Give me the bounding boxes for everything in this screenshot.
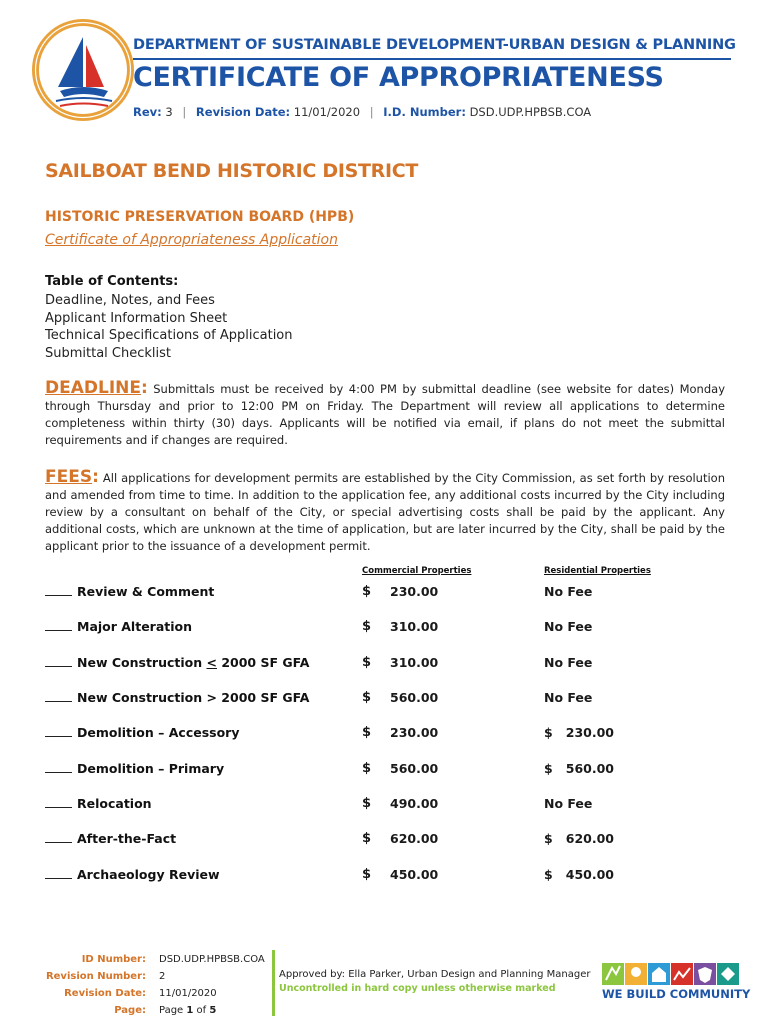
deadline-keyword: DEADLINE <box>45 378 141 398</box>
currency-sign: $ <box>362 831 372 846</box>
fees-text: All applications for development permits are established by the City Commission, as set forth by resolution and amended from time to time. In addition to the application fee, any additional costs incurred by the City including review by a consultant on behalf of the City, or special advertising costs shall be paid by the applicant. Any additional costs, which are unknown at the time of application, but are later incurred by the City, shall be paid by the applicant prior to the issuance of a development permit. <box>45 471 725 553</box>
deadline-colon: : <box>141 378 148 398</box>
less-equal-symbol: < <box>206 655 217 670</box>
commercial-fee: 310.00 <box>390 619 439 634</box>
currency-sign: $ <box>362 584 372 599</box>
fee-row <box>45 761 745 781</box>
fee-name: After-the-Fact <box>77 831 177 846</box>
rev-label: Rev: <box>133 105 162 119</box>
uncontrolled-notice: Uncontrolled in hard copy unless otherwise marked <box>279 983 556 994</box>
commercial-fee: 230.00 <box>390 725 439 740</box>
toc-item: Technical Specifications of Application <box>45 328 293 343</box>
footer-divider <box>272 950 275 1016</box>
footer-labels <box>40 951 146 1019</box>
deadline-paragraph <box>45 378 725 449</box>
we-build-community-icons <box>602 960 740 986</box>
footer-values <box>159 951 265 1019</box>
revision-date-value: 11/01/2020 <box>293 105 361 119</box>
commercial-fee: 560.00 <box>390 761 439 776</box>
footer-label: ID Number: <box>81 954 146 965</box>
district-title: SAILBOAT BEND HISTORIC DISTRICT <box>45 160 419 182</box>
currency-sign: $ <box>362 725 372 740</box>
divider: | <box>182 105 187 119</box>
toc-heading: Table of Contents: <box>45 274 179 289</box>
page-text: Page <box>159 1005 187 1016</box>
footer-label: Revision Date: <box>64 988 146 999</box>
currency-sign: $ <box>362 619 372 634</box>
board-title: HISTORIC PRESERVATION BOARD (HPB) <box>45 209 355 225</box>
currency-sign: $ <box>362 655 372 670</box>
residential-fee: $ 450.00 <box>544 867 614 882</box>
divider: | <box>369 105 374 119</box>
checkbox-blank[interactable] <box>45 736 72 737</box>
residential-fee: $ 560.00 <box>544 761 614 776</box>
checkbox-blank[interactable] <box>45 666 72 667</box>
footer-page <box>159 1002 265 1019</box>
fee-row <box>45 584 745 604</box>
residential-fee: No Fee <box>544 655 593 670</box>
fee-row <box>45 655 745 675</box>
city-seal-logo <box>30 17 136 123</box>
checkbox-blank[interactable] <box>45 842 72 843</box>
commercial-header: Commercial Properties <box>362 566 472 576</box>
fee-name: Archaeology Review <box>77 867 220 882</box>
revision-date-label: Revision Date: <box>195 105 291 119</box>
fee-name-part: New Construction <box>77 655 207 670</box>
deadline-text: Submittals must be received by 4:00 PM by submittal deadline (see website for dates) Monday through Thursday and prior to 12:00 PM on Friday. The Department will review all applications to determine completeness within thirty (30) days. Applicants will be notified via email, if plans do not meet the submittal requirements and if changes are required. <box>45 382 725 447</box>
fee-row <box>45 690 745 710</box>
commercial-fee: 450.00 <box>390 867 439 882</box>
checkbox-blank[interactable] <box>45 595 72 596</box>
footer-revision-number: 2 <box>159 971 166 982</box>
footer-id-number: DSD.UDP.HPBSB.COA <box>159 954 265 965</box>
header-rule <box>133 58 731 60</box>
toc-item: Applicant Information Sheet <box>45 310 228 326</box>
residential-header: Residential Properties <box>544 566 651 576</box>
fees-keyword: FEES <box>45 467 93 487</box>
page-total: 5 <box>209 1005 217 1016</box>
toc-list <box>45 292 293 362</box>
toc-item: Submittal Checklist <box>45 345 172 361</box>
footer-label: Page: <box>114 1005 146 1016</box>
fee-row <box>45 831 745 851</box>
commercial-fee: 560.00 <box>390 690 439 705</box>
approved-by: Approved by: Ella Parker, Urban Design and Planning Manager <box>279 969 591 980</box>
fee-row <box>45 619 745 639</box>
checkbox-blank[interactable] <box>45 772 72 773</box>
residential-fee: No Fee <box>544 584 593 599</box>
rev-value: 3 <box>165 105 173 119</box>
checkbox-blank[interactable] <box>45 878 72 879</box>
residential-fee: No Fee <box>544 690 593 705</box>
department-name: DEPARTMENT OF SUSTAINABLE DEVELOPMENT-URBAN DESIGN & PLANNING <box>133 37 736 53</box>
residential-fee: $ 230.00 <box>544 725 614 740</box>
checkbox-blank[interactable] <box>45 807 72 808</box>
commercial-fee: 230.00 <box>390 584 439 599</box>
fee-row <box>45 725 745 745</box>
footer-label: Revision Number: <box>45 971 146 982</box>
residential-fee: $ 620.00 <box>544 831 614 846</box>
id-value: DSD.UDP.HPBSB.COA <box>469 105 592 119</box>
fee-row <box>45 796 745 816</box>
currency-sign: $ <box>362 690 372 705</box>
fee-name: Demolition – Primary <box>77 761 225 776</box>
checkbox-blank[interactable] <box>45 630 72 631</box>
we-build-community-text: WE BUILD COMMUNITY <box>602 987 751 1001</box>
fee-name: Review & Comment <box>77 584 215 599</box>
fees-paragraph <box>45 467 725 555</box>
header-meta <box>133 105 591 119</box>
fees-colon: : <box>92 467 99 487</box>
id-label: I.D. Number: <box>383 105 466 119</box>
page-text: of <box>193 1005 210 1016</box>
fee-name: Major Alteration <box>77 619 193 634</box>
fee-row <box>45 867 745 887</box>
commercial-fee: 310.00 <box>390 655 439 670</box>
footer-revision-date: 11/01/2020 <box>159 988 217 999</box>
checkbox-blank[interactable] <box>45 701 72 702</box>
currency-sign: $ <box>362 761 372 776</box>
residential-fee: No Fee <box>544 619 593 634</box>
fee-name: Relocation <box>77 796 152 811</box>
page-current: 1 <box>186 1005 194 1016</box>
commercial-fee: 620.00 <box>390 831 439 846</box>
toc-item: Deadline, Notes, and Fees <box>45 293 215 308</box>
fee-name-part: 2000 SF GFA <box>216 655 310 670</box>
fee-name <box>77 655 309 670</box>
residential-fee: No Fee <box>544 796 593 811</box>
application-subtitle: Certificate of Appropriateness Application <box>45 232 338 248</box>
currency-sign: $ <box>362 867 372 882</box>
commercial-fee: 490.00 <box>390 796 439 811</box>
fee-name: Demolition – Accessory <box>77 725 240 740</box>
currency-sign: $ <box>362 796 372 811</box>
fee-name: New Construction > 2000 SF GFA <box>77 690 310 705</box>
document-title: CERTIFICATE OF APPROPRIATENESS <box>133 62 664 93</box>
